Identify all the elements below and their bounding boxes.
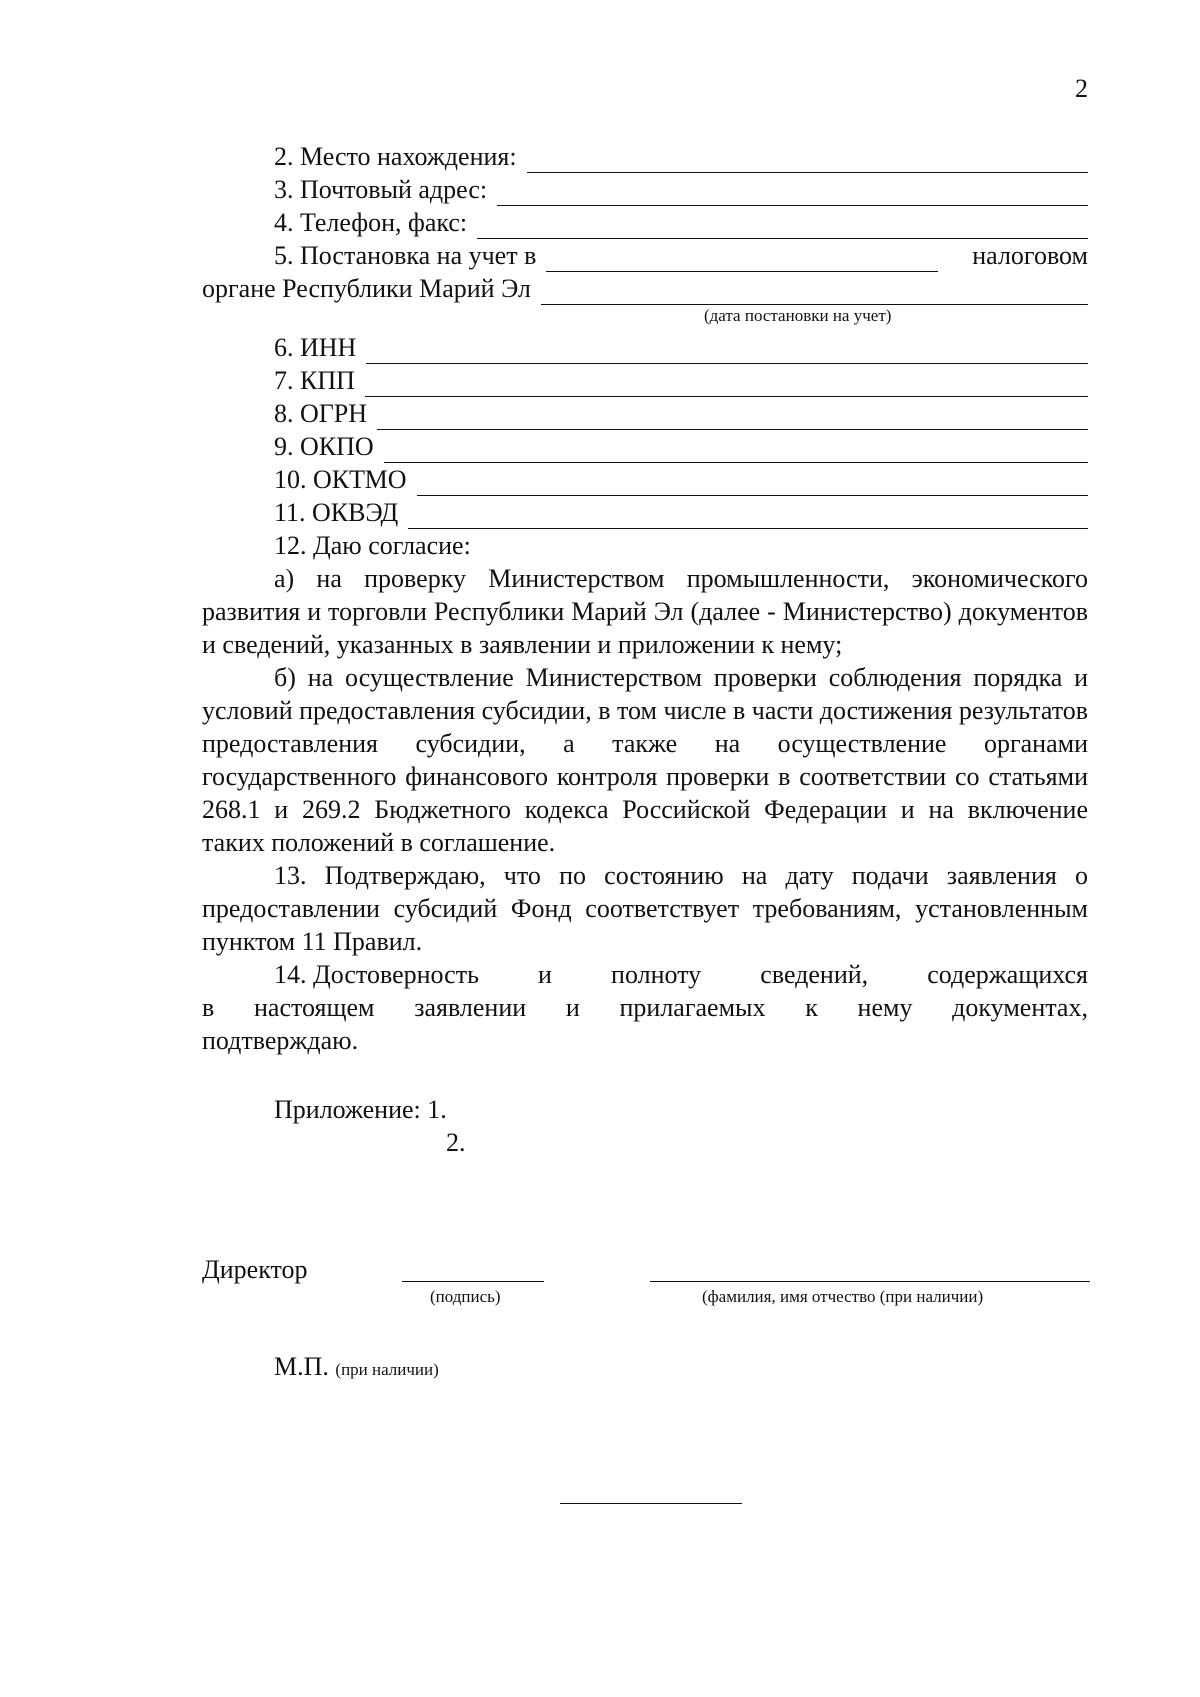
confirm-14-word: документах, [952,993,1088,1022]
postal-label: 3. Почтовый адрес: [274,175,488,204]
signatory-title: Директор [202,1255,308,1284]
signature-blank[interactable] [402,1281,544,1282]
okpo-row [202,430,1088,463]
inn-blank[interactable] [366,339,1088,364]
appendix-item-2: 2. [446,1128,466,1157]
kpp-blank[interactable] [365,372,1088,397]
phone-blank[interactable] [477,214,1088,239]
confirm-14-word: к [805,993,818,1022]
signature-caption: (подпись) [430,1287,501,1306]
seal-label: М.П. [274,1352,329,1381]
confirm-14-word: и [565,993,580,1022]
kpp-label: 7. КПП [274,366,355,395]
postal-row [202,173,1088,206]
confirm-14-word: прилагаемых [619,993,766,1022]
confirm-14-word: заявлении [414,993,527,1022]
page-number: 2 [1075,74,1088,103]
phone-row [202,206,1088,239]
location-label: 2. Место нахождения: [274,142,517,171]
seal-placeholder [274,1352,439,1382]
oktmo-label: 10. ОКТМО [274,465,407,494]
confirm-14-line3: подтверждаю. [202,1026,359,1055]
confirm-14-line1 [202,958,1088,991]
confirm-14-word: 14. Достоверность [274,960,479,989]
confirm-14-word: и [538,960,552,989]
okved-row [202,496,1088,529]
consent-item-b: б) на осуществление Министерством проверки соблюдения порядка и условий предоставления субсидии, в том числе в части достижения результатов предоставления субсидии, а также на осуществление органами государственного финансового контроля проверки в соответствии со статьями 268.1 и 269.2 Бюджетного кодекса Российской Федерации и на включение таких положений в соглашение. [202,663,1088,857]
ogrn-row [202,397,1088,430]
tax-reg-mid: налоговом [972,241,1088,270]
full-name-caption: (фамилия, имя отчество (при наличии) [702,1287,984,1306]
tax-reg-hint-row [202,305,1088,331]
tax-reg-hint: (дата постановки на учет) [704,306,892,325]
tax-reg-row-2 [202,272,1088,305]
confirm-14-word: полноту [611,960,702,989]
oktmo-row [202,463,1088,496]
tax-reg-line2: органе Республики Марий Эл [202,274,531,303]
phone-label: 4. Телефон, факс: [274,208,468,237]
tax-reg-label: 5. Постановка на учет в [274,241,537,270]
ogrn-blank[interactable] [377,405,1088,430]
confirm-14-line2 [202,991,1088,1024]
location-row [202,140,1088,173]
consent-item-a: а) на проверку Министерством промышленности, экономического развития и торговли Республики Марий Эл (далее - Министерство) документов и сведений, указанных в заявлении и приложении к нему; [202,564,1088,659]
tax-reg-row [202,239,1088,272]
appendix [274,1093,466,1159]
inn-label: 6. ИНН [274,333,357,362]
confirm-14-word: содержащихся [927,960,1088,989]
okpo-label: 9. ОКПО [274,432,374,461]
signature-block [202,1255,1092,1325]
kpp-row [202,364,1088,397]
application-form [202,140,1088,1057]
confirm-14-word: сведений, [760,960,869,989]
postal-blank[interactable] [497,181,1088,206]
confirm-13: 13. Подтверждаю, что по состоянию на дату подачи заявления о предоставлении субсидий Фонд соответствует требованиям, установленным пунктом 11 Правил. [202,861,1088,956]
okved-label: 11. ОКВЭД [274,498,399,527]
full-name-blank[interactable] [650,1281,1090,1282]
confirm-14-word: в [202,993,215,1022]
tax-reg-date-blank[interactable] [541,280,1088,305]
confirm-14-word: нему [857,993,913,1022]
tax-authority-blank[interactable] [546,247,938,272]
confirm-14-word: настоящем [253,993,375,1022]
consent-heading: 12. Даю согласие: [274,531,471,560]
location-blank[interactable] [527,148,1088,173]
appendix-label: Приложение: 1. [274,1095,447,1124]
seal-note: (при наличии) [335,1360,439,1379]
end-divider [560,1503,742,1504]
oktmo-blank[interactable] [417,471,1088,496]
ogrn-label: 8. ОГРН [274,399,368,428]
okpo-blank[interactable] [384,438,1088,463]
okved-blank[interactable] [408,504,1088,529]
inn-row [202,331,1088,364]
